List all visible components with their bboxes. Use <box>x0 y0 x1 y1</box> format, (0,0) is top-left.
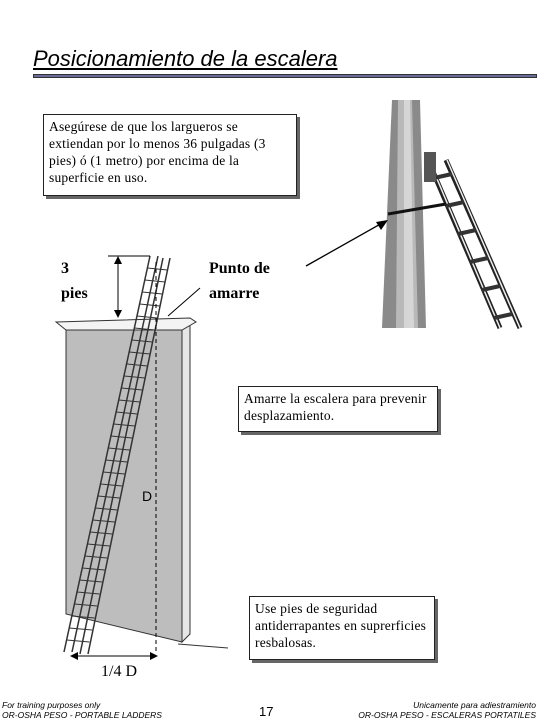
footer-right-line-1: Unicamente para adiestramiento <box>413 700 536 710</box>
label-pies: pies <box>61 285 88 302</box>
tie-point-pointer <box>168 288 200 316</box>
ladder-rung <box>140 304 160 306</box>
pole-photo <box>346 100 536 328</box>
footer-right <box>358 700 536 720</box>
ladder-rung <box>137 316 157 318</box>
wall-side <box>182 322 190 642</box>
footer-left <box>2 700 162 720</box>
label-d: D <box>142 488 153 504</box>
text-box-safety-feet <box>249 596 435 660</box>
label-amarre: amarre <box>209 285 260 302</box>
footer-left-line-2: OR-OSHA PESO - PORTABLE LADDERS <box>2 710 162 720</box>
page-title: Posicionamiento de la escalera <box>33 46 338 71</box>
label-3: 3 <box>61 260 69 277</box>
page-number: 17 <box>259 704 274 719</box>
tie-ladder-text: Amarre la escalera para prevenir desplazamiento. <box>244 391 427 423</box>
text-box-extend-rails <box>43 114 297 196</box>
ladder-rung <box>142 292 162 294</box>
extend-rails-text: Asegúrese de que los largueros se extiendan por lo menos 36 pulgadas (3 pies) ó (1 metro) por encima de la superficie en uso. <box>49 119 266 185</box>
safety-feet-text: Use pies de seguridad antiderrapantes en suprerficies resbalosas. <box>255 601 427 650</box>
ladder-rung <box>145 280 165 282</box>
ladder-rung <box>147 268 167 270</box>
footer-left-line-1: For training purposes only <box>2 700 101 710</box>
label-punto-de: Punto de <box>209 260 270 277</box>
ground-line <box>178 644 228 648</box>
label-quarter-d: 1/4 D <box>101 663 137 680</box>
text-box-tie-ladder <box>238 386 438 432</box>
ladder-rung <box>69 628 92 630</box>
ladder-rung <box>67 640 90 642</box>
footer-right-line-2: OR-OSHA PESO - ESCALERAS PORTATILES <box>358 710 536 720</box>
wall-top <box>56 318 196 330</box>
